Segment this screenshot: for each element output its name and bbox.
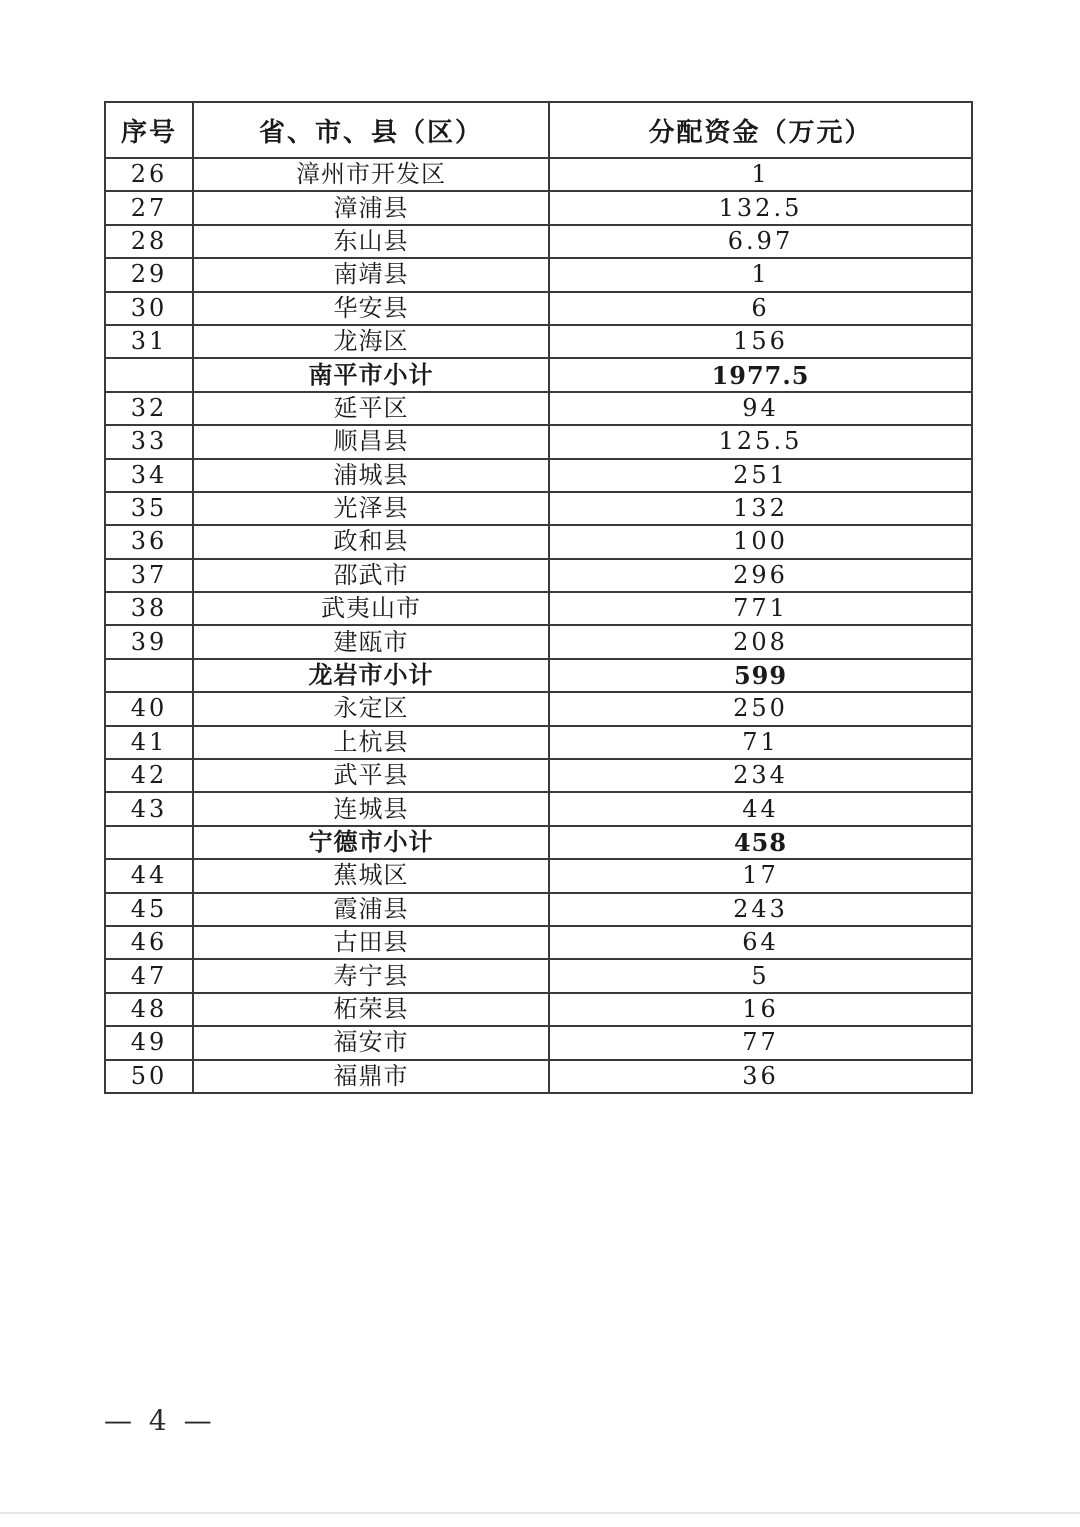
row-region-name: 寿宁县 [193, 959, 549, 992]
row-region-name: 漳浦县 [193, 191, 549, 224]
subtotal-row [105, 826, 972, 859]
table-row [105, 292, 972, 325]
table-header [105, 102, 972, 158]
table-row [105, 893, 972, 926]
row-amount: 6 [549, 292, 972, 325]
row-region-name: 南靖县 [193, 258, 549, 291]
row-serial-number: 32 [105, 392, 193, 425]
table-row [105, 1026, 972, 1059]
table-row [105, 625, 972, 658]
subtotal-amount: 458 [549, 826, 972, 859]
page-bottom-divider [0, 1512, 1080, 1514]
table-row [105, 191, 972, 224]
table-row [105, 692, 972, 725]
header-serial-number: 序号 [105, 102, 193, 158]
row-serial-number: 31 [105, 325, 193, 358]
header-allocated-funds: 分配资金（万元） [549, 102, 972, 158]
table-row [105, 959, 972, 992]
row-amount: 77 [549, 1026, 972, 1059]
table-row [105, 325, 972, 358]
row-serial-number: 27 [105, 191, 193, 224]
header-region: 省、市、县（区） [193, 102, 549, 158]
row-serial-number: 39 [105, 625, 193, 658]
row-serial-number: 34 [105, 459, 193, 492]
table-row [105, 859, 972, 892]
table-row [105, 158, 972, 191]
table-row [105, 1060, 972, 1093]
table-row [105, 792, 972, 825]
row-amount: 208 [549, 625, 972, 658]
row-region-name: 华安县 [193, 292, 549, 325]
row-amount: 1 [549, 258, 972, 291]
row-region-name: 龙海区 [193, 325, 549, 358]
row-region-name: 霞浦县 [193, 893, 549, 926]
row-amount: 132.5 [549, 191, 972, 224]
table-row [105, 225, 972, 258]
row-serial-number: 35 [105, 492, 193, 525]
row-serial-number: 38 [105, 592, 193, 625]
subtotal-row [105, 659, 972, 692]
row-amount: 17 [549, 859, 972, 892]
row-serial-number: 33 [105, 425, 193, 458]
table-row [105, 425, 972, 458]
table-row [105, 258, 972, 291]
row-serial-number: 36 [105, 525, 193, 558]
row-region-name: 建瓯市 [193, 625, 549, 658]
subtotal-label: 南平市小计 [193, 358, 549, 391]
row-amount: 100 [549, 525, 972, 558]
row-serial-number [105, 659, 193, 692]
table-row [105, 592, 972, 625]
row-region-name: 福鼎市 [193, 1060, 549, 1093]
row-amount: 296 [549, 559, 972, 592]
table-row [105, 726, 972, 759]
row-region-name: 古田县 [193, 926, 549, 959]
row-amount: 36 [549, 1060, 972, 1093]
fund-allocation-table [104, 101, 973, 1094]
row-serial-number: 48 [105, 993, 193, 1026]
header-row [105, 102, 972, 158]
row-region-name: 福安市 [193, 1026, 549, 1059]
row-amount: 243 [549, 893, 972, 926]
row-serial-number: 45 [105, 893, 193, 926]
row-amount: 251 [549, 459, 972, 492]
row-serial-number: 44 [105, 859, 193, 892]
row-serial-number: 28 [105, 225, 193, 258]
row-serial-number: 49 [105, 1026, 193, 1059]
row-serial-number: 42 [105, 759, 193, 792]
subtotal-label: 龙岩市小计 [193, 659, 549, 692]
row-amount: 5 [549, 959, 972, 992]
row-region-name: 政和县 [193, 525, 549, 558]
table-row [105, 926, 972, 959]
table-row [105, 559, 972, 592]
subtotal-amount: 599 [549, 659, 972, 692]
row-serial-number: 29 [105, 258, 193, 291]
row-region-name: 漳州市开发区 [193, 158, 549, 191]
subtotal-row [105, 358, 972, 391]
row-amount: 16 [549, 993, 972, 1026]
row-serial-number: 43 [105, 792, 193, 825]
row-serial-number [105, 358, 193, 391]
row-region-name: 连城县 [193, 792, 549, 825]
row-serial-number: 47 [105, 959, 193, 992]
row-amount: 6.97 [549, 225, 972, 258]
row-region-name: 邵武市 [193, 559, 549, 592]
row-region-name: 浦城县 [193, 459, 549, 492]
subtotal-amount: 1977.5 [549, 358, 972, 391]
row-serial-number: 50 [105, 1060, 193, 1093]
row-region-name: 延平区 [193, 392, 549, 425]
row-serial-number: 30 [105, 292, 193, 325]
row-amount: 234 [549, 759, 972, 792]
row-serial-number: 26 [105, 158, 193, 191]
page-number: — 4 — [104, 1404, 216, 1437]
row-amount: 1 [549, 158, 972, 191]
row-region-name: 光泽县 [193, 492, 549, 525]
table-row [105, 492, 972, 525]
row-region-name: 柘荣县 [193, 993, 549, 1026]
row-region-name: 上杭县 [193, 726, 549, 759]
row-amount: 125.5 [549, 425, 972, 458]
row-region-name: 东山县 [193, 225, 549, 258]
row-region-name: 蕉城区 [193, 859, 549, 892]
subtotal-label: 宁德市小计 [193, 826, 549, 859]
row-amount: 132 [549, 492, 972, 525]
row-amount: 44 [549, 792, 972, 825]
row-serial-number [105, 826, 193, 859]
row-amount: 156 [549, 325, 972, 358]
row-region-name: 永定区 [193, 692, 549, 725]
row-region-name: 武夷山市 [193, 592, 549, 625]
table-row [105, 993, 972, 1026]
table-row [105, 392, 972, 425]
row-amount: 64 [549, 926, 972, 959]
row-serial-number: 37 [105, 559, 193, 592]
row-region-name: 顺昌县 [193, 425, 549, 458]
table-row [105, 459, 972, 492]
table-row [105, 525, 972, 558]
table-body [105, 158, 972, 1093]
row-serial-number: 40 [105, 692, 193, 725]
row-region-name: 武平县 [193, 759, 549, 792]
row-serial-number: 41 [105, 726, 193, 759]
row-amount: 771 [549, 592, 972, 625]
row-amount: 94 [549, 392, 972, 425]
table-row [105, 759, 972, 792]
row-serial-number: 46 [105, 926, 193, 959]
row-amount: 71 [549, 726, 972, 759]
row-amount: 250 [549, 692, 972, 725]
